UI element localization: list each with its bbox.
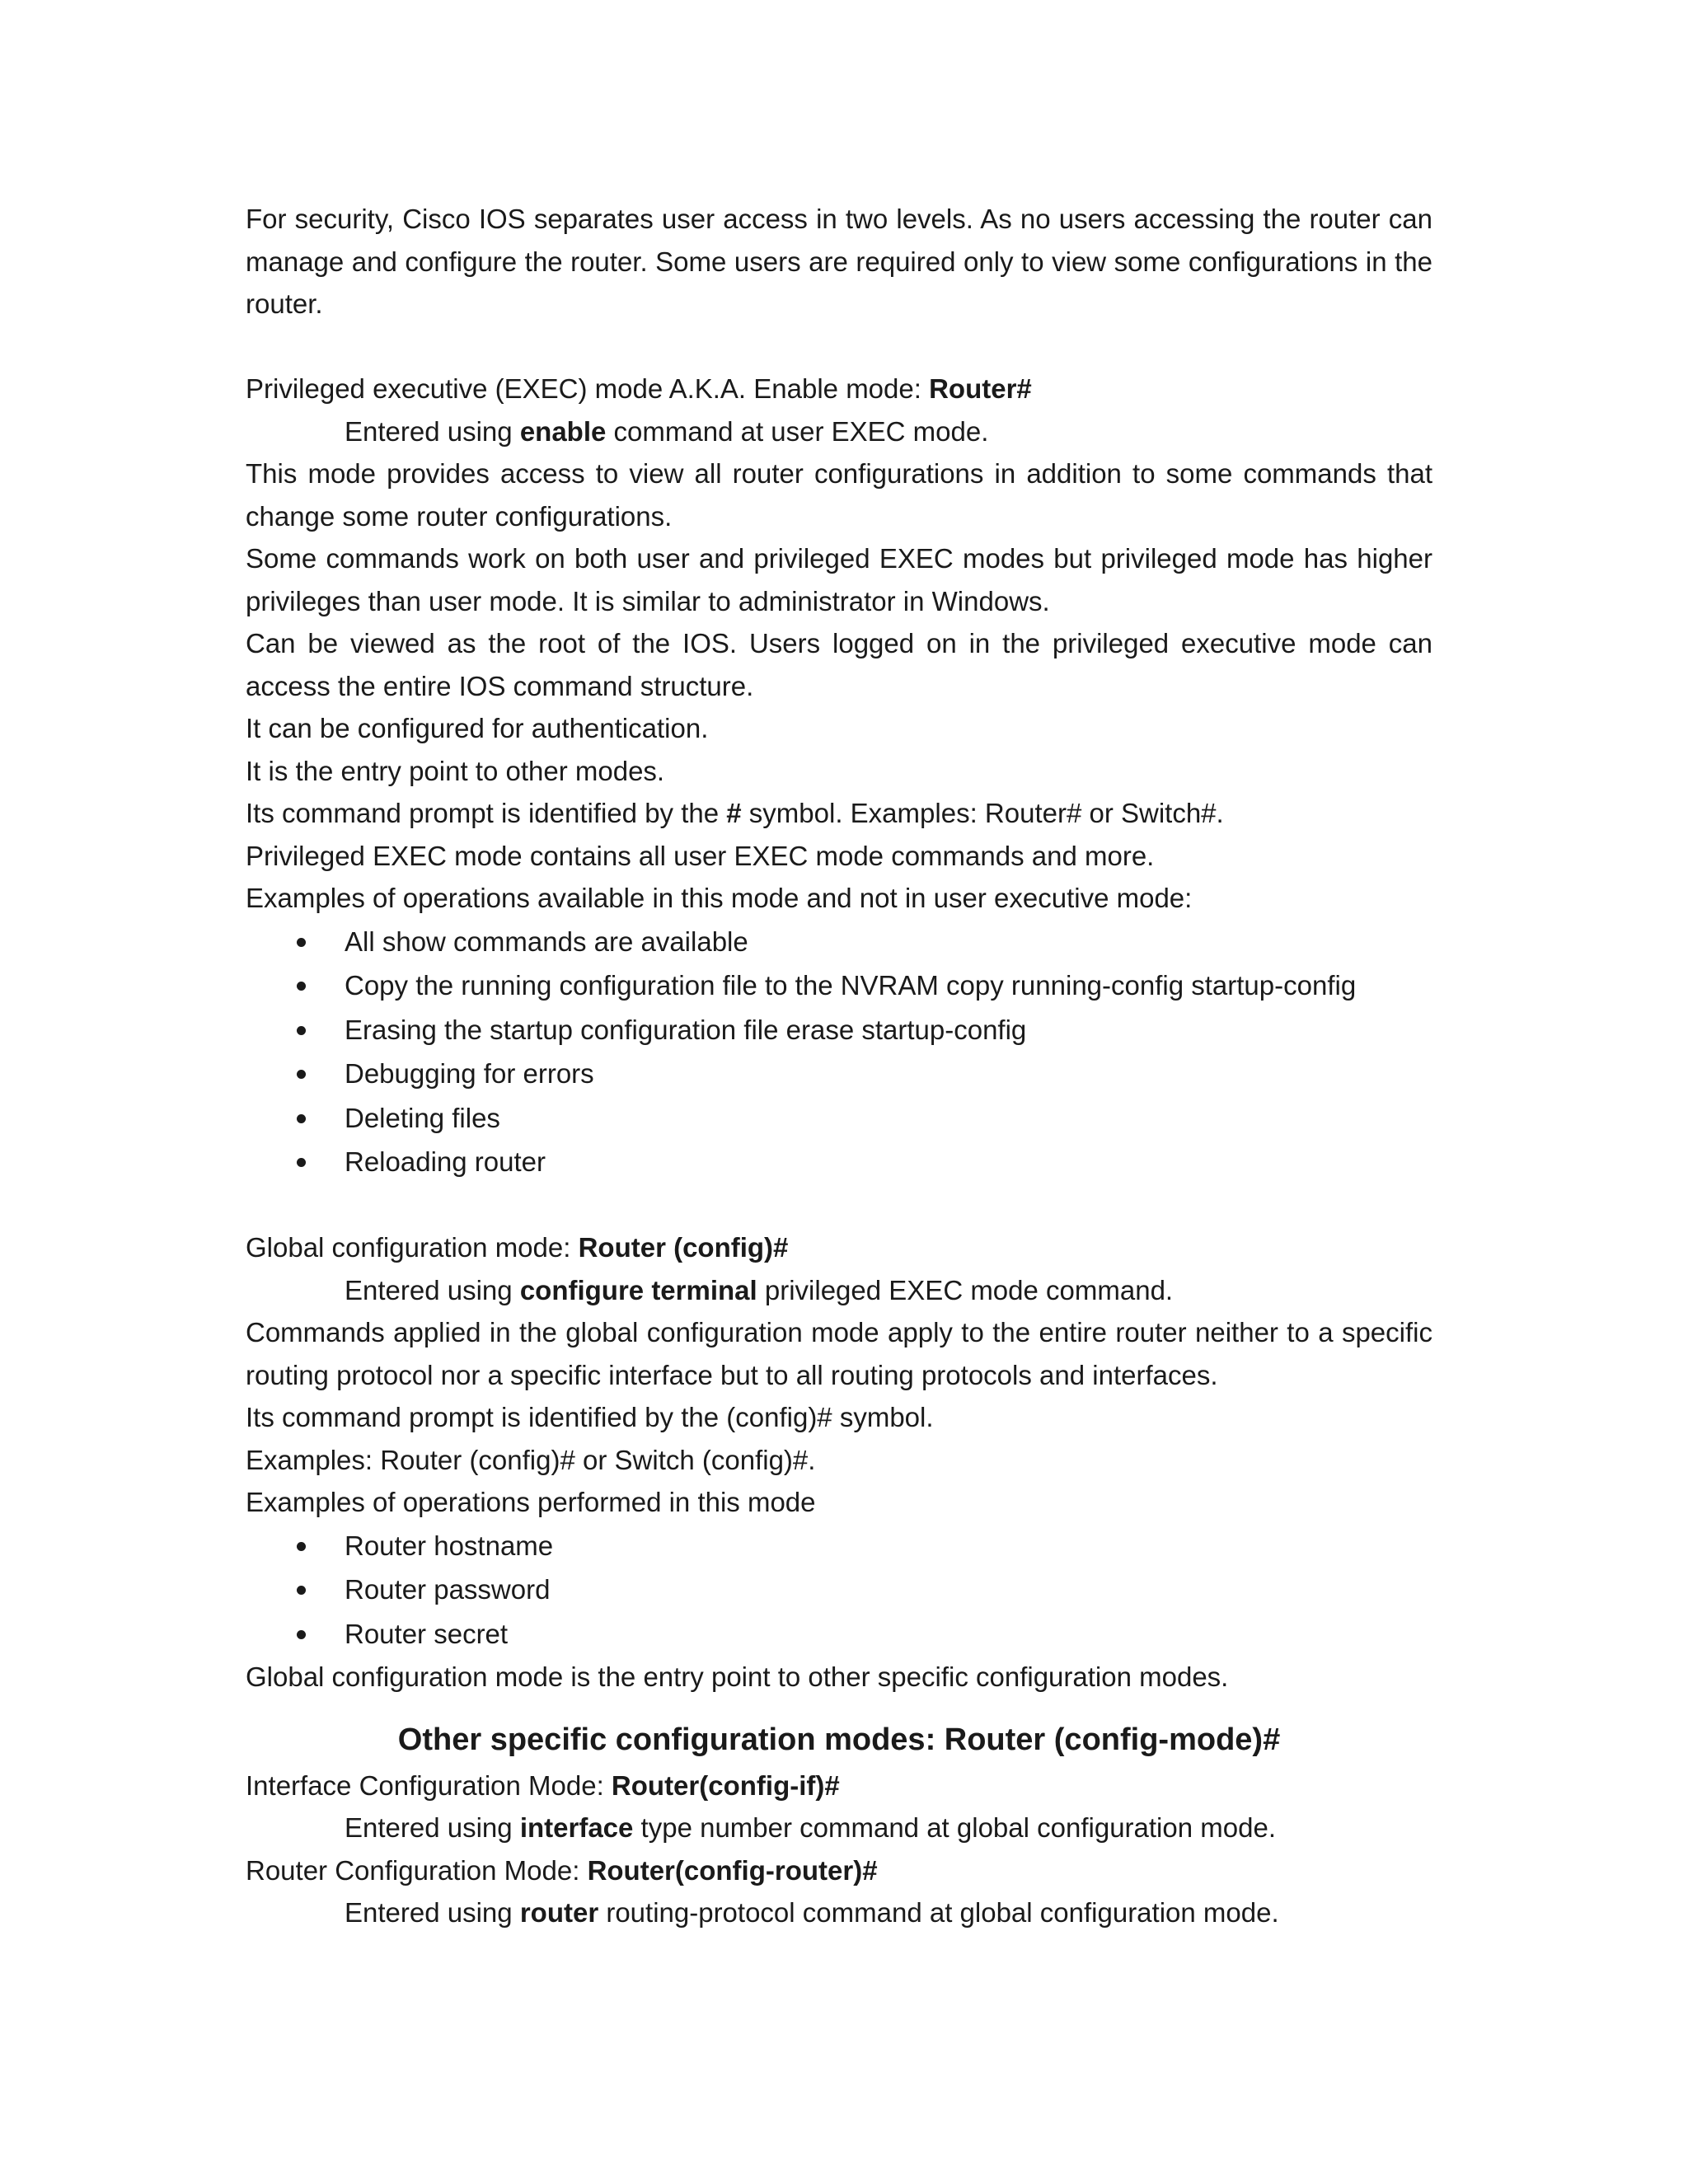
list-item-text: Reloading router bbox=[345, 1146, 546, 1177]
global-entered-cmd: configure terminal bbox=[519, 1274, 757, 1305]
global-paragraph: Examples of operations performed in this mode bbox=[246, 1487, 816, 1517]
list-item bbox=[246, 1140, 1432, 1184]
list-item bbox=[246, 963, 1432, 1008]
privileged-examples-intro: Examples of operations available in this mode and not in user executive mode: bbox=[246, 883, 1193, 913]
privileged-paragraph: Some commands work on both user and privileged EXEC modes but privileged mode has higher privileges than user mode. It is similar to administrator in Windows. bbox=[246, 543, 1432, 616]
document-page bbox=[246, 198, 1432, 1934]
global-entered-suffix: privileged EXEC mode command. bbox=[757, 1274, 1174, 1305]
prompt-suffix: symbol. Examples: Router# or Switch#. bbox=[741, 798, 1224, 828]
privileged-mode-title bbox=[246, 368, 1432, 410]
list-item-text: Debugging for errors bbox=[345, 1058, 594, 1089]
bullet-icon bbox=[297, 1070, 306, 1079]
list-item-text: All show commands are available bbox=[345, 926, 748, 957]
bullet-icon bbox=[297, 982, 306, 991]
global-entered-prefix: Entered using bbox=[345, 1274, 520, 1305]
privileged-entered-prefix: Entered using bbox=[345, 415, 520, 447]
list-item bbox=[246, 1052, 1432, 1096]
section-heading: Other specific configuration modes: Router (config-mode)# bbox=[397, 1722, 1281, 1757]
global-prompt: Router (config)# bbox=[578, 1232, 789, 1263]
list-item-text: Deleting files bbox=[345, 1102, 500, 1133]
global-paragraph: Its command prompt is identified by the (config)# symbol. bbox=[246, 1402, 934, 1432]
list-item bbox=[246, 1008, 1432, 1052]
privileged-entered-cmd: enable bbox=[519, 415, 607, 447]
bullet-icon bbox=[297, 938, 306, 947]
global-examples-list bbox=[246, 1524, 1432, 1657]
list-item bbox=[246, 1524, 1432, 1568]
privileged-title-text: Privileged executive (EXEC) mode A.K.A. Enable mode: bbox=[246, 373, 930, 404]
list-item-text: Router hostname bbox=[345, 1530, 554, 1561]
privileged-prompt: Router# bbox=[929, 373, 1032, 404]
router-entered-prefix: Entered using bbox=[345, 1897, 520, 1928]
interface-entered-cmd: interface bbox=[519, 1812, 634, 1843]
router-entered-line bbox=[246, 1891, 1432, 1934]
intro-paragraph: For security, Cisco IOS separates user access in two levels. As no users accessing the router can manage and configure the router. Some users are required only to view some configurations in the router. bbox=[246, 204, 1432, 319]
interface-entered-suffix: type number command at global configuration mode. bbox=[633, 1812, 1276, 1843]
bullet-icon bbox=[297, 1586, 306, 1595]
global-paragraph: Commands applied in the global configuration mode apply to the entire router neither to a specific routing protocol nor a specific interface but to all routing protocols and interfaces. bbox=[246, 1317, 1432, 1390]
bullet-icon bbox=[297, 1542, 306, 1551]
global-entered-line bbox=[246, 1269, 1432, 1312]
privileged-contains: Privileged EXEC mode contains all user EXEC mode commands and more. bbox=[246, 840, 1155, 871]
router-mode-title bbox=[246, 1849, 1432, 1892]
list-item bbox=[246, 920, 1432, 964]
bullet-icon bbox=[297, 1630, 306, 1639]
bullet-icon bbox=[297, 1158, 306, 1167]
interface-entered-prefix: Entered using bbox=[345, 1812, 520, 1843]
global-mode-title bbox=[246, 1226, 1432, 1269]
router-entered-suffix: routing-protocol command at global configuration mode. bbox=[598, 1897, 1279, 1928]
privileged-paragraph: It is the entry point to other modes. bbox=[246, 755, 665, 786]
privileged-paragraph: It can be configured for authentication. bbox=[246, 713, 709, 743]
bullet-icon bbox=[297, 1026, 306, 1035]
prompt-symbol: # bbox=[726, 798, 742, 828]
privileged-entered-line bbox=[246, 410, 1432, 453]
list-item bbox=[246, 1568, 1432, 1612]
list-item-text: Erasing the startup configuration file erase startup-config bbox=[345, 1014, 1027, 1045]
privileged-entered-suffix: command at user EXEC mode. bbox=[606, 415, 989, 447]
privileged-examples-list bbox=[246, 920, 1432, 1184]
list-item-text: Router password bbox=[345, 1574, 551, 1605]
list-item-text: Copy the running configuration file to the NVRAM copy running-config startup-config bbox=[345, 970, 1357, 1001]
list-item bbox=[246, 1612, 1432, 1657]
privileged-paragraph: This mode provides access to view all router configurations in addition to some commands that change some router configurations. bbox=[246, 458, 1432, 532]
router-prompt: Router(config-router)# bbox=[587, 1854, 878, 1886]
bullet-icon bbox=[297, 1114, 306, 1123]
interface-title-text: Interface Configuration Mode: bbox=[246, 1769, 612, 1801]
router-title-text: Router Configuration Mode: bbox=[246, 1854, 588, 1886]
prompt-prefix: Its command prompt is identified by the bbox=[246, 798, 727, 828]
list-item bbox=[246, 1096, 1432, 1141]
privileged-prompt-line bbox=[246, 792, 1432, 835]
spacer bbox=[246, 1184, 1432, 1227]
global-title-text: Global configuration mode: bbox=[246, 1232, 579, 1263]
interface-prompt: Router(config-if)# bbox=[611, 1769, 840, 1801]
list-item-text: Router secret bbox=[345, 1618, 509, 1649]
global-paragraph: Examples: Router (config)# or Switch (config)#. bbox=[246, 1444, 816, 1475]
router-entered-cmd: router bbox=[519, 1897, 599, 1928]
global-closing: Global configuration mode is the entry point to other specific configuration modes. bbox=[246, 1661, 1229, 1692]
spacer bbox=[246, 326, 1432, 368]
privileged-paragraph: Can be viewed as the root of the IOS. Users logged on in the privileged executive mode can access the entire IOS command structure. bbox=[246, 628, 1432, 701]
interface-entered-line bbox=[246, 1807, 1432, 1849]
interface-mode-title bbox=[246, 1765, 1432, 1807]
